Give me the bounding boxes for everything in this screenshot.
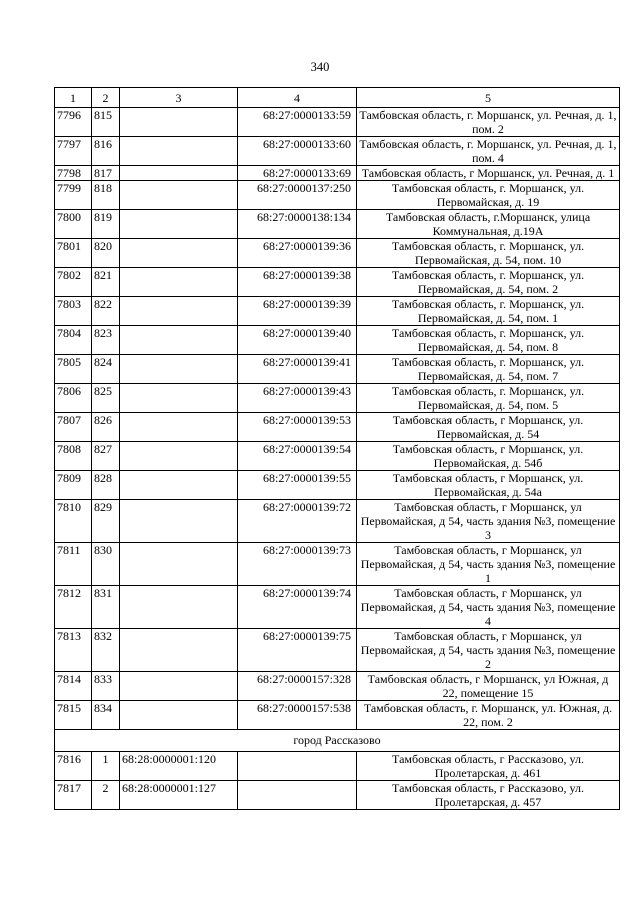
local-number-cell: 819 <box>92 210 120 239</box>
cadastral-number-cell <box>120 629 238 672</box>
row-number-cell: 7808 <box>55 442 92 471</box>
row-number-cell: 7814 <box>55 672 92 701</box>
local-number-cell: 816 <box>92 137 120 166</box>
local-number-cell: 822 <box>92 297 120 326</box>
row-number-cell: 7800 <box>55 210 92 239</box>
cadastral-number-cell: 68:27:0000139:38 <box>238 268 357 297</box>
local-number-cell: 820 <box>92 239 120 268</box>
table-row <box>55 543 620 586</box>
cadastral-number-cell <box>238 752 357 781</box>
cadastral-number-cell <box>120 442 238 471</box>
cadastral-number-cell: 68:27:0000139:72 <box>238 500 357 543</box>
column-header: 4 <box>238 88 357 108</box>
address-cell: Тамбовская область, г Моршанск, ул Первомайская, д 54, часть здания №3, помещение 4 <box>357 586 620 629</box>
table-row <box>55 672 620 701</box>
table-row <box>55 471 620 500</box>
cadastral-number-cell: 68:27:0000133:59 <box>238 108 357 137</box>
section-row <box>55 730 620 752</box>
local-number-cell: 830 <box>92 543 120 586</box>
table-row <box>55 442 620 471</box>
table-row <box>55 500 620 543</box>
table-row <box>55 752 620 781</box>
column-header: 1 <box>55 88 92 108</box>
cadastral-number-cell <box>120 297 238 326</box>
cadastral-number-cell: 68:27:0000139:41 <box>238 355 357 384</box>
row-number-cell: 7801 <box>55 239 92 268</box>
page-number: 340 <box>310 60 330 74</box>
address-cell: Тамбовская область, г Моршанск, ул. Речная, д. 1 <box>357 166 620 181</box>
table-row <box>55 781 620 810</box>
cadastral-number-cell: 68:28:0000001:120 <box>120 752 238 781</box>
table-row <box>55 586 620 629</box>
table-row <box>55 108 620 137</box>
row-number-cell: 7816 <box>55 752 92 781</box>
local-number-cell: 828 <box>92 471 120 500</box>
table-row <box>55 239 620 268</box>
column-header: 5 <box>357 88 620 108</box>
cadastral-number-cell <box>120 672 238 701</box>
local-number-cell: 831 <box>92 586 120 629</box>
address-cell: Тамбовская область, г. Моршанск, ул. Первомайская, д. 54, пом. 7 <box>357 355 620 384</box>
cadastral-number-cell <box>120 413 238 442</box>
local-number-cell: 823 <box>92 326 120 355</box>
cadastral-number-cell: 68:27:0000133:69 <box>238 166 357 181</box>
address-cell: Тамбовская область, г Рассказово, ул. Пролетарская, д. 461 <box>357 752 620 781</box>
local-number-cell: 818 <box>92 181 120 210</box>
table-row <box>55 210 620 239</box>
local-number-cell: 2 <box>92 781 120 810</box>
local-number-cell: 832 <box>92 629 120 672</box>
cadastral-number-cell: 68:27:0000139:73 <box>238 543 357 586</box>
cadastral-number-cell <box>120 471 238 500</box>
table-row <box>55 701 620 730</box>
row-number-cell: 7798 <box>55 166 92 181</box>
local-number-cell: 829 <box>92 500 120 543</box>
row-number-cell: 7817 <box>55 781 92 810</box>
address-cell: Тамбовская область, г Моршанск, ул Первомайская, д 54, часть здания №3, помещение 3 <box>357 500 620 543</box>
local-number-cell: 817 <box>92 166 120 181</box>
cadastral-number-cell <box>120 181 238 210</box>
row-number-cell: 7807 <box>55 413 92 442</box>
address-cell: Тамбовская область, г. Моршанск, ул. Речная, д. 1, пом. 2 <box>357 108 620 137</box>
row-number-cell: 7802 <box>55 268 92 297</box>
address-cell: Тамбовская область, г Моршанск, ул. Первомайская, д. 54а <box>357 471 620 500</box>
row-number-cell: 7812 <box>55 586 92 629</box>
cadastral-number-cell: 68:28:0000001:127 <box>120 781 238 810</box>
address-cell: Тамбовская область, г. Моршанск, ул. Южная, д. 22, пом. 2 <box>357 701 620 730</box>
row-number-cell: 7799 <box>55 181 92 210</box>
address-cell: Тамбовская область, г.Моршанск, улица Коммунальная, д.19А <box>357 210 620 239</box>
header-row <box>55 88 620 108</box>
address-cell: Тамбовская область, г Моршанск, ул. Первомайская, д. 54б <box>357 442 620 471</box>
row-number-cell: 7797 <box>55 137 92 166</box>
cadastral-number-cell: 68:27:0000133:60 <box>238 137 357 166</box>
row-number-cell: 7813 <box>55 629 92 672</box>
cadastral-number-cell <box>120 500 238 543</box>
row-number-cell: 7806 <box>55 384 92 413</box>
row-number-cell: 7805 <box>55 355 92 384</box>
cadastral-number-cell <box>120 326 238 355</box>
cadastral-number-cell: 68:27:0000139:36 <box>238 239 357 268</box>
address-cell: Тамбовская область, г Моршанск, ул Первомайская, д 54, часть здания №3, помещение 2 <box>357 629 620 672</box>
cadastral-number-cell: 68:27:0000139:55 <box>238 471 357 500</box>
local-number-cell: 825 <box>92 384 120 413</box>
address-cell: Тамбовская область, г Моршанск, ул Первомайская, д 54, часть здания №3, помещение 1 <box>357 543 620 586</box>
table-row <box>55 326 620 355</box>
address-cell: Тамбовская область, г. Моршанск, ул. Первомайская, д. 54, пом. 1 <box>357 297 620 326</box>
cadastral-number-cell: 68:27:0000139:39 <box>238 297 357 326</box>
cadastral-number-cell <box>120 108 238 137</box>
column-header: 3 <box>120 88 238 108</box>
registry-table <box>54 87 620 810</box>
table-row <box>55 166 620 181</box>
table-row <box>55 629 620 672</box>
cadastral-number-cell <box>120 384 238 413</box>
cadastral-number-cell <box>120 701 238 730</box>
local-number-cell: 827 <box>92 442 120 471</box>
cadastral-number-cell: 68:27:0000157:538 <box>238 701 357 730</box>
address-cell: Тамбовская область, г. Моршанск, ул. Первомайская, д. 19 <box>357 181 620 210</box>
table-row <box>55 137 620 166</box>
address-cell: Тамбовская область, г. Моршанск, ул. Первомайская, д. 54, пом. 8 <box>357 326 620 355</box>
address-cell: Тамбовская область, г Рассказово, ул. Пролетарская, д. 457 <box>357 781 620 810</box>
section-title: город Рассказово <box>55 730 620 752</box>
address-cell: Тамбовская область, г. Моршанск, ул. Первомайская, д. 54, пом. 2 <box>357 268 620 297</box>
address-cell: Тамбовская область, г. Моршанск, ул. Первомайская, д. 54, пом. 5 <box>357 384 620 413</box>
column-header: 2 <box>92 88 120 108</box>
cadastral-number-cell: 68:27:0000157:328 <box>238 672 357 701</box>
local-number-cell: 1 <box>92 752 120 781</box>
cadastral-number-cell: 68:27:0000139:74 <box>238 586 357 629</box>
cadastral-number-cell: 68:27:0000137:250 <box>238 181 357 210</box>
local-number-cell: 826 <box>92 413 120 442</box>
cadastral-number-cell <box>120 355 238 384</box>
local-number-cell: 834 <box>92 701 120 730</box>
table-row <box>55 181 620 210</box>
row-number-cell: 7811 <box>55 543 92 586</box>
local-number-cell: 821 <box>92 268 120 297</box>
address-cell: Тамбовская область, г Моршанск, ул. Первомайская, д. 54 <box>357 413 620 442</box>
cadastral-number-cell: 68:27:0000139:43 <box>238 384 357 413</box>
row-number-cell: 7810 <box>55 500 92 543</box>
table-row <box>55 297 620 326</box>
row-number-cell: 7796 <box>55 108 92 137</box>
cadastral-number-cell <box>238 781 357 810</box>
cadastral-number-cell: 68:27:0000139:40 <box>238 326 357 355</box>
row-number-cell: 7815 <box>55 701 92 730</box>
cadastral-number-cell: 68:27:0000139:53 <box>238 413 357 442</box>
address-cell: Тамбовская область, г. Моршанск, ул. Речная, д. 1, пом. 4 <box>357 137 620 166</box>
table-row <box>55 268 620 297</box>
cadastral-number-cell <box>120 268 238 297</box>
cadastral-number-cell: 68:27:0000138:134 <box>238 210 357 239</box>
address-cell: Тамбовская область, г Моршанск, ул Южная, д 22, помещение 15 <box>357 672 620 701</box>
cadastral-number-cell <box>120 137 238 166</box>
address-cell: Тамбовская область, г. Моршанск, ул. Первомайская, д. 54, пом. 10 <box>357 239 620 268</box>
local-number-cell: 815 <box>92 108 120 137</box>
table-row <box>55 384 620 413</box>
row-number-cell: 7804 <box>55 326 92 355</box>
cadastral-number-cell <box>120 239 238 268</box>
cadastral-number-cell <box>120 586 238 629</box>
cadastral-number-cell <box>120 210 238 239</box>
table-row <box>55 355 620 384</box>
cadastral-number-cell <box>120 543 238 586</box>
table-row <box>55 413 620 442</box>
row-number-cell: 7809 <box>55 471 92 500</box>
local-number-cell: 833 <box>92 672 120 701</box>
cadastral-number-cell: 68:27:0000139:75 <box>238 629 357 672</box>
local-number-cell: 824 <box>92 355 120 384</box>
cadastral-number-cell <box>120 166 238 181</box>
row-number-cell: 7803 <box>55 297 92 326</box>
cadastral-number-cell: 68:27:0000139:54 <box>238 442 357 471</box>
